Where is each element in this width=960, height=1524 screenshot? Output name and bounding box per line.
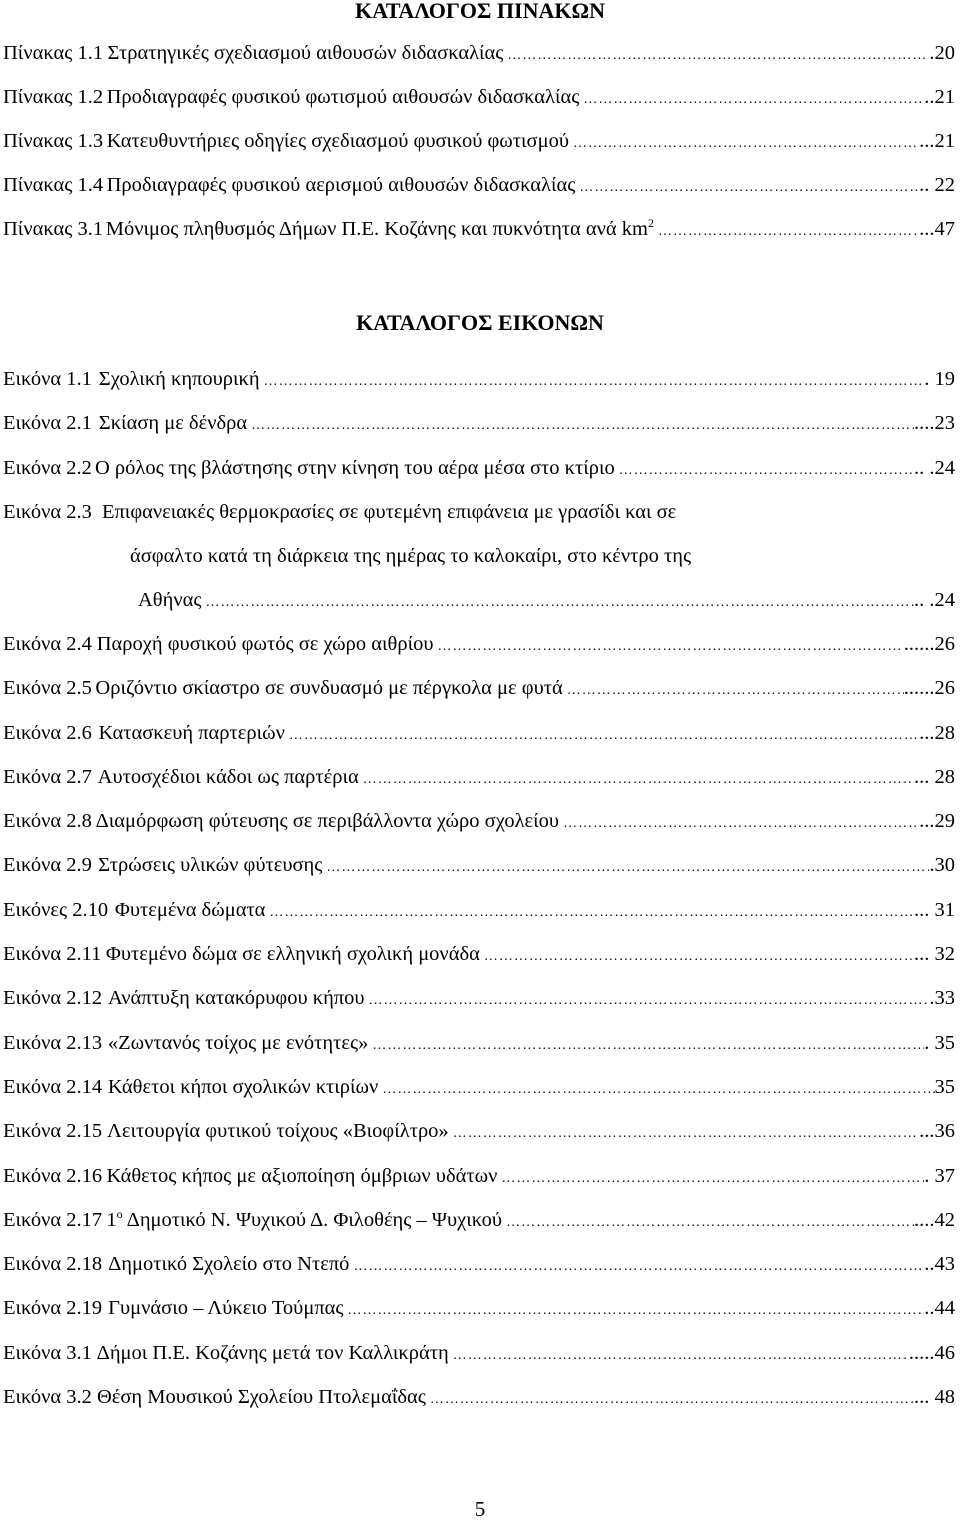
toc-entry	[3, 40, 955, 69]
entry-title-text: Δημοτικό Σχολείο στο Ντεπό	[108, 1253, 350, 1276]
entry-title	[99, 410, 247, 436]
entry-label: Εικόνα 2.1	[3, 412, 92, 435]
entry-label: Πίνακας 1.2	[3, 86, 104, 108]
entry-page: ..43	[924, 1253, 955, 1276]
entry-title-text: Στρώσεις υλικών φύτευσης	[98, 854, 323, 877]
entry-label: Εικόνα 3.2	[3, 1386, 92, 1408]
entry-title-text: Επιφανειακές θερμοκρασίες σε φυτεμένη επιφάνεια με γρασίδι και σε	[101, 500, 677, 523]
entry-label: Εικόνα 3.1	[3, 1341, 92, 1364]
entry-page: ...36	[919, 1120, 955, 1143]
entry-title	[108, 1295, 343, 1321]
entry-label: Εικόνες 2.10	[3, 898, 109, 921]
toc-entry	[3, 631, 955, 660]
entry-title-text: Προδιαγραφές φυσικού φωτισμού αιθουσών διδασκαλίας	[106, 86, 580, 108]
entry-title	[98, 852, 322, 878]
entry-page: .33	[929, 987, 955, 1010]
toc-entry	[3, 1118, 955, 1147]
entry-page: ...21	[919, 130, 955, 152]
entry-title	[108, 1030, 368, 1056]
dot-leader	[433, 634, 903, 660]
entry-page: .. .24	[914, 588, 955, 611]
toc-entry	[3, 1163, 955, 1192]
toc-entry	[3, 366, 955, 395]
toc-entry	[3, 499, 955, 525]
toc-entry	[3, 1030, 955, 1059]
dot-leader	[569, 131, 919, 157]
entry-title-text: Αυτοσχέδιοι κάδοι ως παρτέρια	[97, 765, 359, 788]
entry-title-text: Στρατηγικές σχεδιασμού αιθουσών διδασκαλίας	[107, 42, 504, 64]
page-number: 5	[474, 1497, 486, 1521]
entry-label: Εικόνα 2.19	[3, 1297, 103, 1320]
entry-title-text: Λειτουργία φυτικού τοίχους «Βιοφίλτρο»	[107, 1120, 449, 1143]
toc-entry	[3, 410, 955, 439]
entry-label: Εικόνα 2.3	[3, 500, 92, 523]
dot-leader	[365, 988, 930, 1014]
dot-leader	[247, 413, 914, 439]
toc-entry	[3, 1295, 955, 1324]
entry-title-text: Φυτεμένο δώμα σε ελληνική σχολική μονάδα	[105, 943, 480, 965]
toc-entry	[3, 897, 955, 926]
entry-page: ... 31	[914, 898, 955, 921]
entry-title	[107, 1118, 449, 1144]
toc-entry	[3, 852, 955, 881]
entry-label: Εικόνα 2.17	[3, 1208, 103, 1231]
entry-page: .. .24	[914, 456, 955, 479]
entry-page: 35	[934, 1075, 955, 1098]
figures-list-heading: ΚΑΤΑΛΟΓΟΣ ΕΙΚΟΝΩΝ	[356, 310, 604, 335]
toc-entry	[3, 985, 955, 1014]
toc-entry	[3, 1251, 955, 1280]
entry-superscript: ο	[116, 1206, 123, 1221]
toc-entry	[3, 455, 955, 484]
entry-page: ....23	[914, 412, 955, 435]
dot-leader	[285, 723, 919, 749]
entry-label: Εικόνα 2.9	[3, 854, 92, 877]
entry-label: Εικόνα 2.18	[3, 1253, 103, 1276]
entry-label: Πίνακας 3.1	[3, 218, 104, 240]
entry-title	[107, 84, 580, 110]
toc-entry	[3, 84, 955, 113]
tables-list-heading: ΚΑΤΑΛΟΓΟΣ ΠΙΝΑΚΩΝ	[355, 0, 605, 23]
entry-page: .30	[929, 854, 955, 877]
entry-page: .. 22	[919, 174, 955, 196]
dot-leader	[344, 1298, 925, 1324]
entry-label: Εικόνα 2.16	[3, 1164, 103, 1187]
entry-title	[99, 366, 260, 392]
dot-leader	[426, 1387, 914, 1413]
entry-title-text: Μόνιμος πληθυσμός Δήμων Π.Ε. Κοζάνης και πυκνότητα ανά km	[105, 218, 648, 240]
entry-title-text: Ο ρόλος της βλάστησης στην κίνηση του αέρα μέσα στο κτίριο	[94, 456, 615, 479]
toc-entry	[3, 172, 955, 201]
entry-label: Εικόνα 2.15	[3, 1120, 103, 1143]
entry-title-text: Κάθετος κήπος με αξιοποίηση όμβριων υδάτων	[106, 1164, 498, 1187]
entry-label: Εικόνα 1.1	[3, 368, 92, 390]
dot-leader	[449, 1343, 909, 1369]
dot-leader	[615, 458, 914, 484]
entry-label: Εικόνα 2.12	[3, 987, 103, 1010]
entry-title	[97, 1384, 426, 1410]
entry-title-text: 1	[106, 1208, 117, 1231]
entry-page: ..44	[924, 1297, 955, 1320]
dot-leader	[502, 1210, 914, 1236]
toc-entry	[3, 1384, 955, 1413]
dot-leader	[503, 43, 929, 69]
entry-title	[115, 897, 266, 923]
entry-title	[97, 631, 434, 657]
entry-title	[108, 1074, 378, 1100]
entry-title-text: Κάθετοι κήποι σχολικών κτιρίων	[107, 1075, 379, 1098]
entry-title	[106, 1207, 502, 1233]
dot-leader	[497, 1166, 924, 1192]
entry-page: ......26	[903, 677, 955, 700]
dot-leader	[449, 1121, 919, 1147]
toc-entry	[3, 941, 955, 970]
dot-leader	[322, 855, 929, 881]
entry-label: Πίνακας 1.4	[3, 174, 104, 196]
entry-title-text: Φυτεμένα δώματα	[114, 898, 266, 921]
entry-title-text: Διαμόρφωση φύτευσης σε περιβάλλοντα χώρο σχολείου	[95, 810, 560, 833]
entry-title-text: Κατευθυντήριες οδηγίες σχεδιασμού φυσικού φωτισμού	[106, 130, 569, 152]
entry-label: Εικόνα 2.11	[3, 943, 102, 965]
entry-title-line3: Αθήνας	[138, 588, 202, 611]
entry-title	[106, 216, 654, 242]
toc-entry	[3, 1207, 955, 1236]
entry-title	[107, 172, 576, 198]
toc-entry	[3, 1074, 955, 1103]
entry-title-rest: Δημοτικό Ν. Ψυχικού Δ. Φιλοθέης – Ψυχικού	[122, 1208, 503, 1231]
entry-label: Εικόνα 2.7	[3, 765, 92, 788]
entry-label: Εικόνα 2.13	[3, 1031, 103, 1054]
entry-label: Εικόνα 2.6	[3, 721, 92, 744]
entry-label: Εικόνα 2.2	[3, 456, 92, 479]
entry-title	[108, 1251, 349, 1277]
toc-entry	[3, 1340, 955, 1369]
dot-leader	[579, 87, 924, 113]
entry-label: Εικόνα 2.8	[3, 810, 92, 833]
entry-page: .20	[929, 42, 955, 64]
toc-entry	[3, 764, 955, 793]
entry-label: Εικόνα 2.4	[3, 632, 92, 655]
entry-title-text: Γυμνάσιο – Λύκειο Τούμπας	[108, 1297, 344, 1320]
entry-page: ..21	[924, 86, 955, 108]
entry-title	[106, 941, 480, 967]
entry-page: ...47	[919, 218, 955, 240]
entry-superscript: 2	[648, 216, 654, 231]
dot-leader	[201, 590, 914, 616]
entry-page: . 19	[924, 368, 955, 390]
entry-title-text: Δήμοι Π.Ε. Κοζάνης μετά τον Καλλικράτη	[96, 1341, 449, 1364]
entry-page: ... 28	[914, 765, 955, 788]
dot-leader	[359, 767, 914, 793]
entry-title-text: Οριζόντιο σκίαστρο σε συνδυασμό με πέργκολα με φυτά	[95, 677, 563, 700]
entry-title	[107, 40, 503, 66]
entry-title-text: Σχολική κηπουρική	[98, 368, 260, 390]
entry-title	[98, 764, 359, 790]
dot-leader	[480, 944, 914, 970]
entry-title-text: «Ζωντανός τοίχος με ενότητες»	[107, 1031, 369, 1054]
toc-entry	[3, 216, 955, 245]
entry-title-continuation: άσφαλτο κατά τη διάρκεια της ημέρας το καλοκαίρι, στο κέντρο της	[130, 544, 692, 567]
entry-title	[95, 455, 615, 481]
dot-leader	[654, 219, 919, 245]
entry-page: . 37	[924, 1164, 955, 1187]
dot-leader	[563, 678, 904, 704]
entry-title-text: Παροχή φυσικού φωτός σε χώρο αιθρίου	[96, 632, 434, 655]
dot-leader	[575, 175, 919, 201]
entry-title	[95, 675, 562, 701]
toc-entry-continuation	[138, 587, 955, 616]
dot-leader	[368, 1033, 924, 1059]
entry-page: .....46	[908, 1341, 955, 1364]
entry-label: Πίνακας 1.1	[3, 42, 104, 64]
entry-title	[108, 985, 365, 1011]
dot-leader	[559, 811, 919, 837]
entry-title	[107, 1163, 498, 1189]
entry-title-text: Ανάπτυξη κατακόρυφου κήπου	[107, 987, 365, 1010]
entry-title	[96, 808, 559, 834]
entry-title-text: Κατασκευή παρτεριών	[98, 721, 285, 744]
entry-page: ......26	[903, 632, 955, 655]
entry-title	[102, 499, 676, 525]
entry-page: ...28	[919, 721, 955, 744]
entry-page: . 35	[924, 1031, 955, 1054]
dot-leader	[265, 900, 914, 926]
dot-leader	[260, 369, 925, 395]
entry-page: ... 32	[914, 943, 955, 965]
entry-page: ... 48	[914, 1386, 955, 1408]
toc-entry	[3, 128, 955, 157]
entry-title-text: Προδιαγραφές φυσικού αερισμού αιθουσών διδασκαλίας	[106, 174, 576, 196]
entry-title	[98, 720, 284, 746]
entry-title-text: Θέση Μουσικού Σχολείου Πτολεμαΐδας	[96, 1386, 426, 1408]
dot-leader	[349, 1254, 924, 1280]
entry-label: Εικόνα 2.14	[3, 1075, 103, 1098]
dot-leader	[378, 1077, 934, 1103]
entry-title	[107, 128, 569, 154]
toc-entry	[3, 808, 955, 837]
entry-label: Πίνακας 1.3	[3, 130, 104, 152]
toc-entry	[3, 720, 955, 749]
entry-label: Εικόνα 2.5	[3, 677, 92, 700]
entry-title-text: Σκίαση με δένδρα	[98, 412, 248, 435]
entry-title	[97, 1340, 449, 1366]
entry-page: ....42	[914, 1208, 955, 1231]
entry-page: ...29	[919, 810, 955, 833]
toc-entry	[3, 675, 955, 704]
